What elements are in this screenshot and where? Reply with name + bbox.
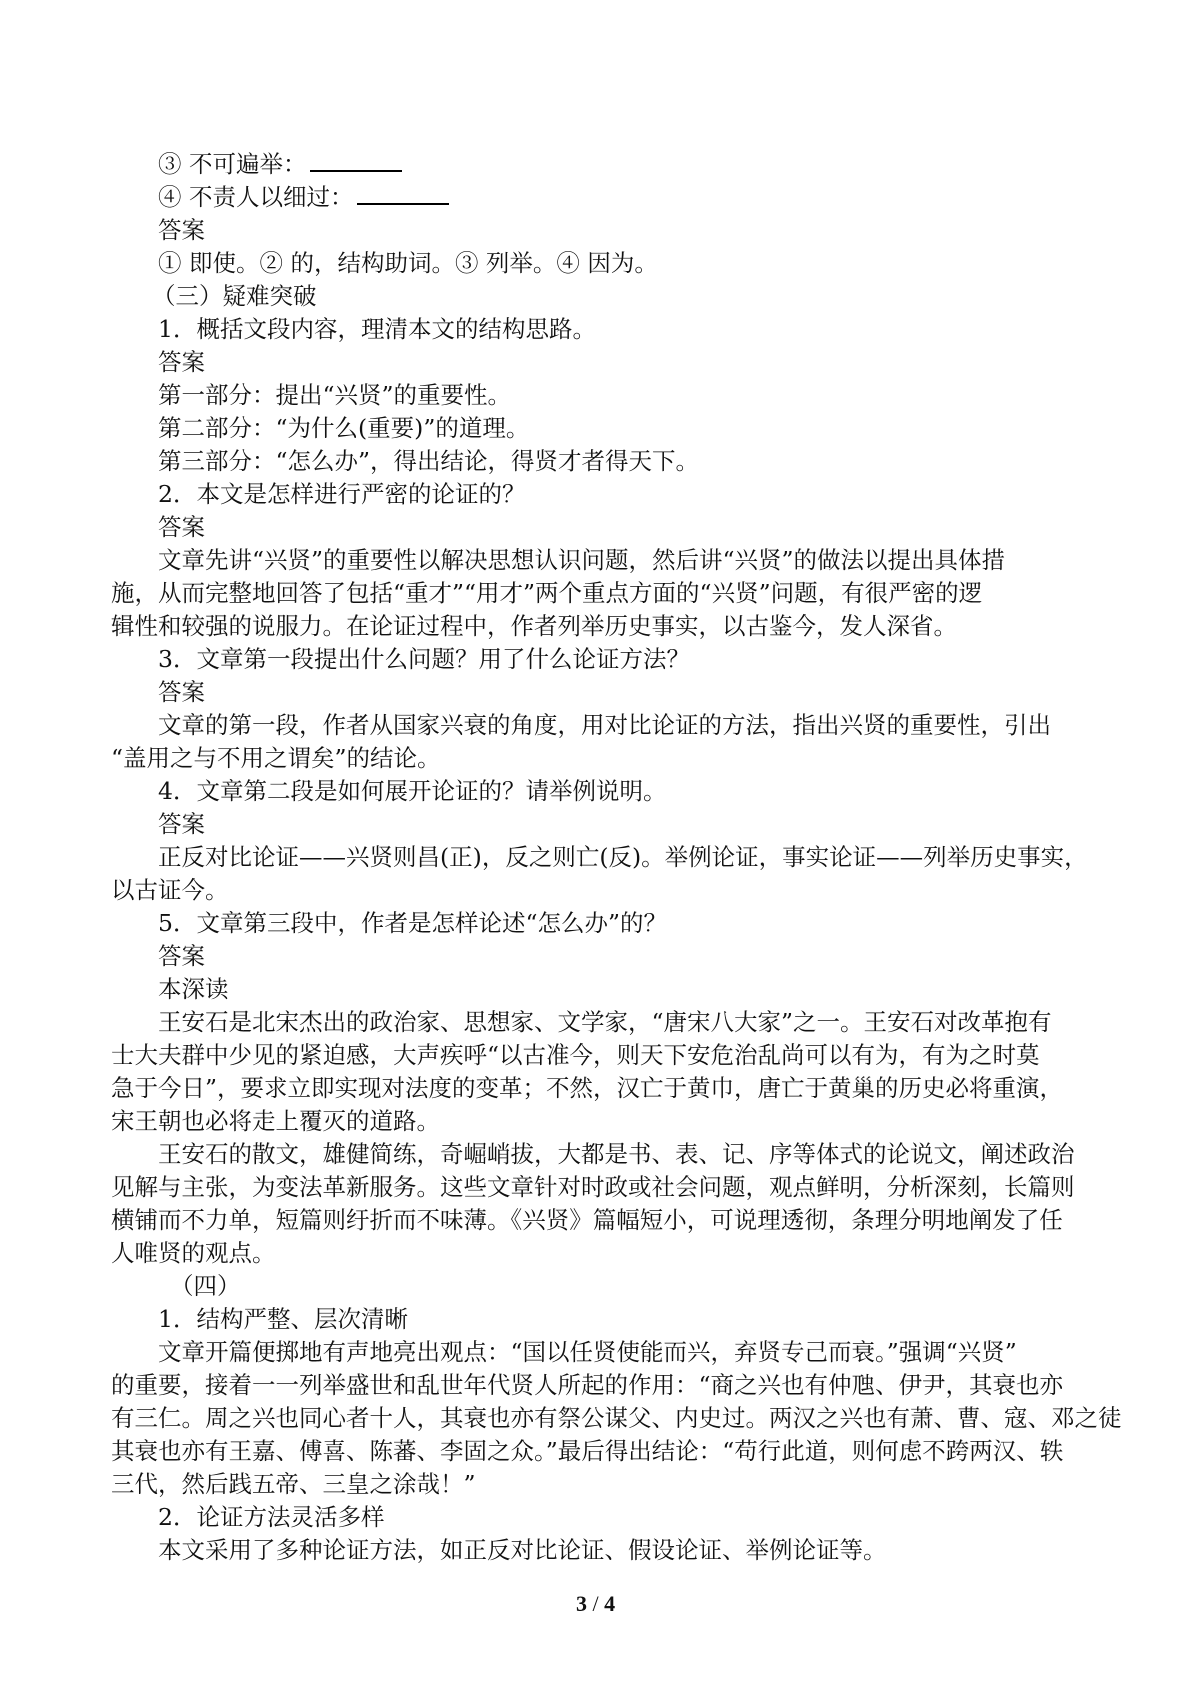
text-line: 急于今日”，要求立即实现对法度的变革；不然，汉亡于黄巾，唐亡于黄巢的历史必将重演，	[111, 1074, 1064, 1102]
text-line: 横铺而不力单，短篇则纡折而不味薄。《兴贤》篇幅短小，可说理透彻，条理分明地阐发了任	[111, 1206, 1063, 1234]
page-total: 4	[604, 1591, 616, 1616]
text-line: 其衰也亦有王嘉、傅喜、陈蕃、李固之众。”最后得出结论：“苟行此道，则何虑不跨两汉、轶	[111, 1437, 1064, 1465]
answer-heading: 答案	[158, 942, 205, 970]
page-current: 3	[575, 1591, 587, 1616]
answer-blank	[357, 185, 449, 205]
question-line: 3．文章第一段提出什么问题？用了什么论证方法？	[158, 645, 690, 673]
text-line: ① 即使。② 的，结构助词。③ 列举。④ 因为。	[158, 249, 658, 277]
text-line: 宋王朝也必将走上覆灭的道路。	[111, 1107, 440, 1135]
text-line: 以古证今。	[111, 876, 229, 904]
section-heading: （三）疑难突破	[152, 282, 317, 310]
text-line: 士大夫群中少见的紧迫感，大声疾呼“以古准今，则天下安危治乱尚可以有为，有为之时莫	[111, 1041, 1040, 1069]
text-line: 的重要，接着一一列举盛世和乱世年代贤人所起的作用：“商之兴也有仲虺、伊尹，其衰也亦	[111, 1371, 1064, 1399]
text-line: 三代，然后践五帝、三皇之涂哉！”	[111, 1470, 476, 1498]
text-line: 第二部分：“为什么(重要)”的道理。	[158, 414, 530, 442]
text-line: 见解与主张，为变法革新服务。这些文章针对时政或社会问题，观点鲜明，分析深刻，长篇则	[111, 1173, 1075, 1201]
page-number	[0, 1591, 1191, 1617]
text-line: 第一部分：提出“兴贤”的重要性。	[158, 381, 512, 409]
text-line: 文章的第一段，作者从国家兴衰的角度，用对比论证的方法，指出兴贤的重要性，引出	[158, 711, 1051, 739]
text-line: 本文采用了多种论证方法，如正反对比论证、假设论证、举例论证等。	[158, 1536, 887, 1564]
text-line: ④ 不责人以细过：	[158, 180, 1101, 214]
answer-heading: 答案	[158, 216, 205, 244]
question-line: 4．文章第二段是如何展开论证的？请举例说明。	[158, 777, 667, 805]
text-line: 王安石的散文，雄健简练，奇崛峭拔，大都是书、表、记、序等体式的论说文，阐述政治	[158, 1140, 1075, 1168]
answer-heading: 答案	[158, 348, 205, 376]
section-heading: 本深读	[158, 975, 229, 1003]
text-line: “盖用之与不用之谓矣”的结论。	[111, 744, 441, 772]
answer-heading: 答案	[158, 810, 205, 838]
subsection-heading: 2．论证方法灵活多样	[158, 1503, 385, 1531]
question-line: 5．文章第三段中，作者是怎样论述“怎么办”的？	[158, 909, 667, 937]
text-line: 正反对比论证——兴贤则昌(正)，反之则亡(反)。举例论证，事实论证——列举历史事实，	[158, 843, 1088, 871]
text-line: ③ 不可遍举：	[158, 147, 1101, 181]
answer-heading: 答案	[158, 513, 205, 541]
section-heading: （四）	[170, 1272, 241, 1300]
answer-heading: 答案	[158, 678, 205, 706]
answer-blank	[310, 152, 402, 172]
text-line: 施，从而完整地回答了包括“重才”“用才”两个重点方面的“兴贤”问题，有很严密的逻	[111, 579, 983, 607]
page-separator: /	[586, 1591, 605, 1616]
subsection-heading: 1．结构严整、层次清晰	[158, 1305, 408, 1333]
question-line: 1．概括文段内容，理清本文的结构思路。	[158, 315, 596, 343]
text-line: 文章开篇便掷地有声地亮出观点：“国以任贤使能而兴，弃贤专己而衰。”强调“兴贤”	[158, 1338, 1017, 1366]
text-line: 文章先讲“兴贤”的重要性以解决思想认识问题，然后讲“兴贤”的做法以提出具体措	[158, 546, 1006, 574]
text-line: 辑性和较强的说服力。在论证过程中，作者列举历史事实，以古鉴今，发人深省。	[111, 612, 957, 640]
text-line: 人唯贤的观点。	[111, 1239, 276, 1267]
text-line: 第三部分：“怎么办”，得出结论，得贤才者得天下。	[158, 447, 700, 475]
question-line: 2．本文是怎样进行严密的论证的？	[158, 480, 526, 508]
text-line: 有三仁。周之兴也同心者十人，其衰也亦有祭公谋父、内史过。两汉之兴也有萧、曹、寇、邓之徒	[111, 1404, 1122, 1432]
text-line: 王安石是北宋杰出的政治家、思想家、文学家，“唐宋八大家”之一。王安石对改革抱有	[158, 1008, 1052, 1036]
